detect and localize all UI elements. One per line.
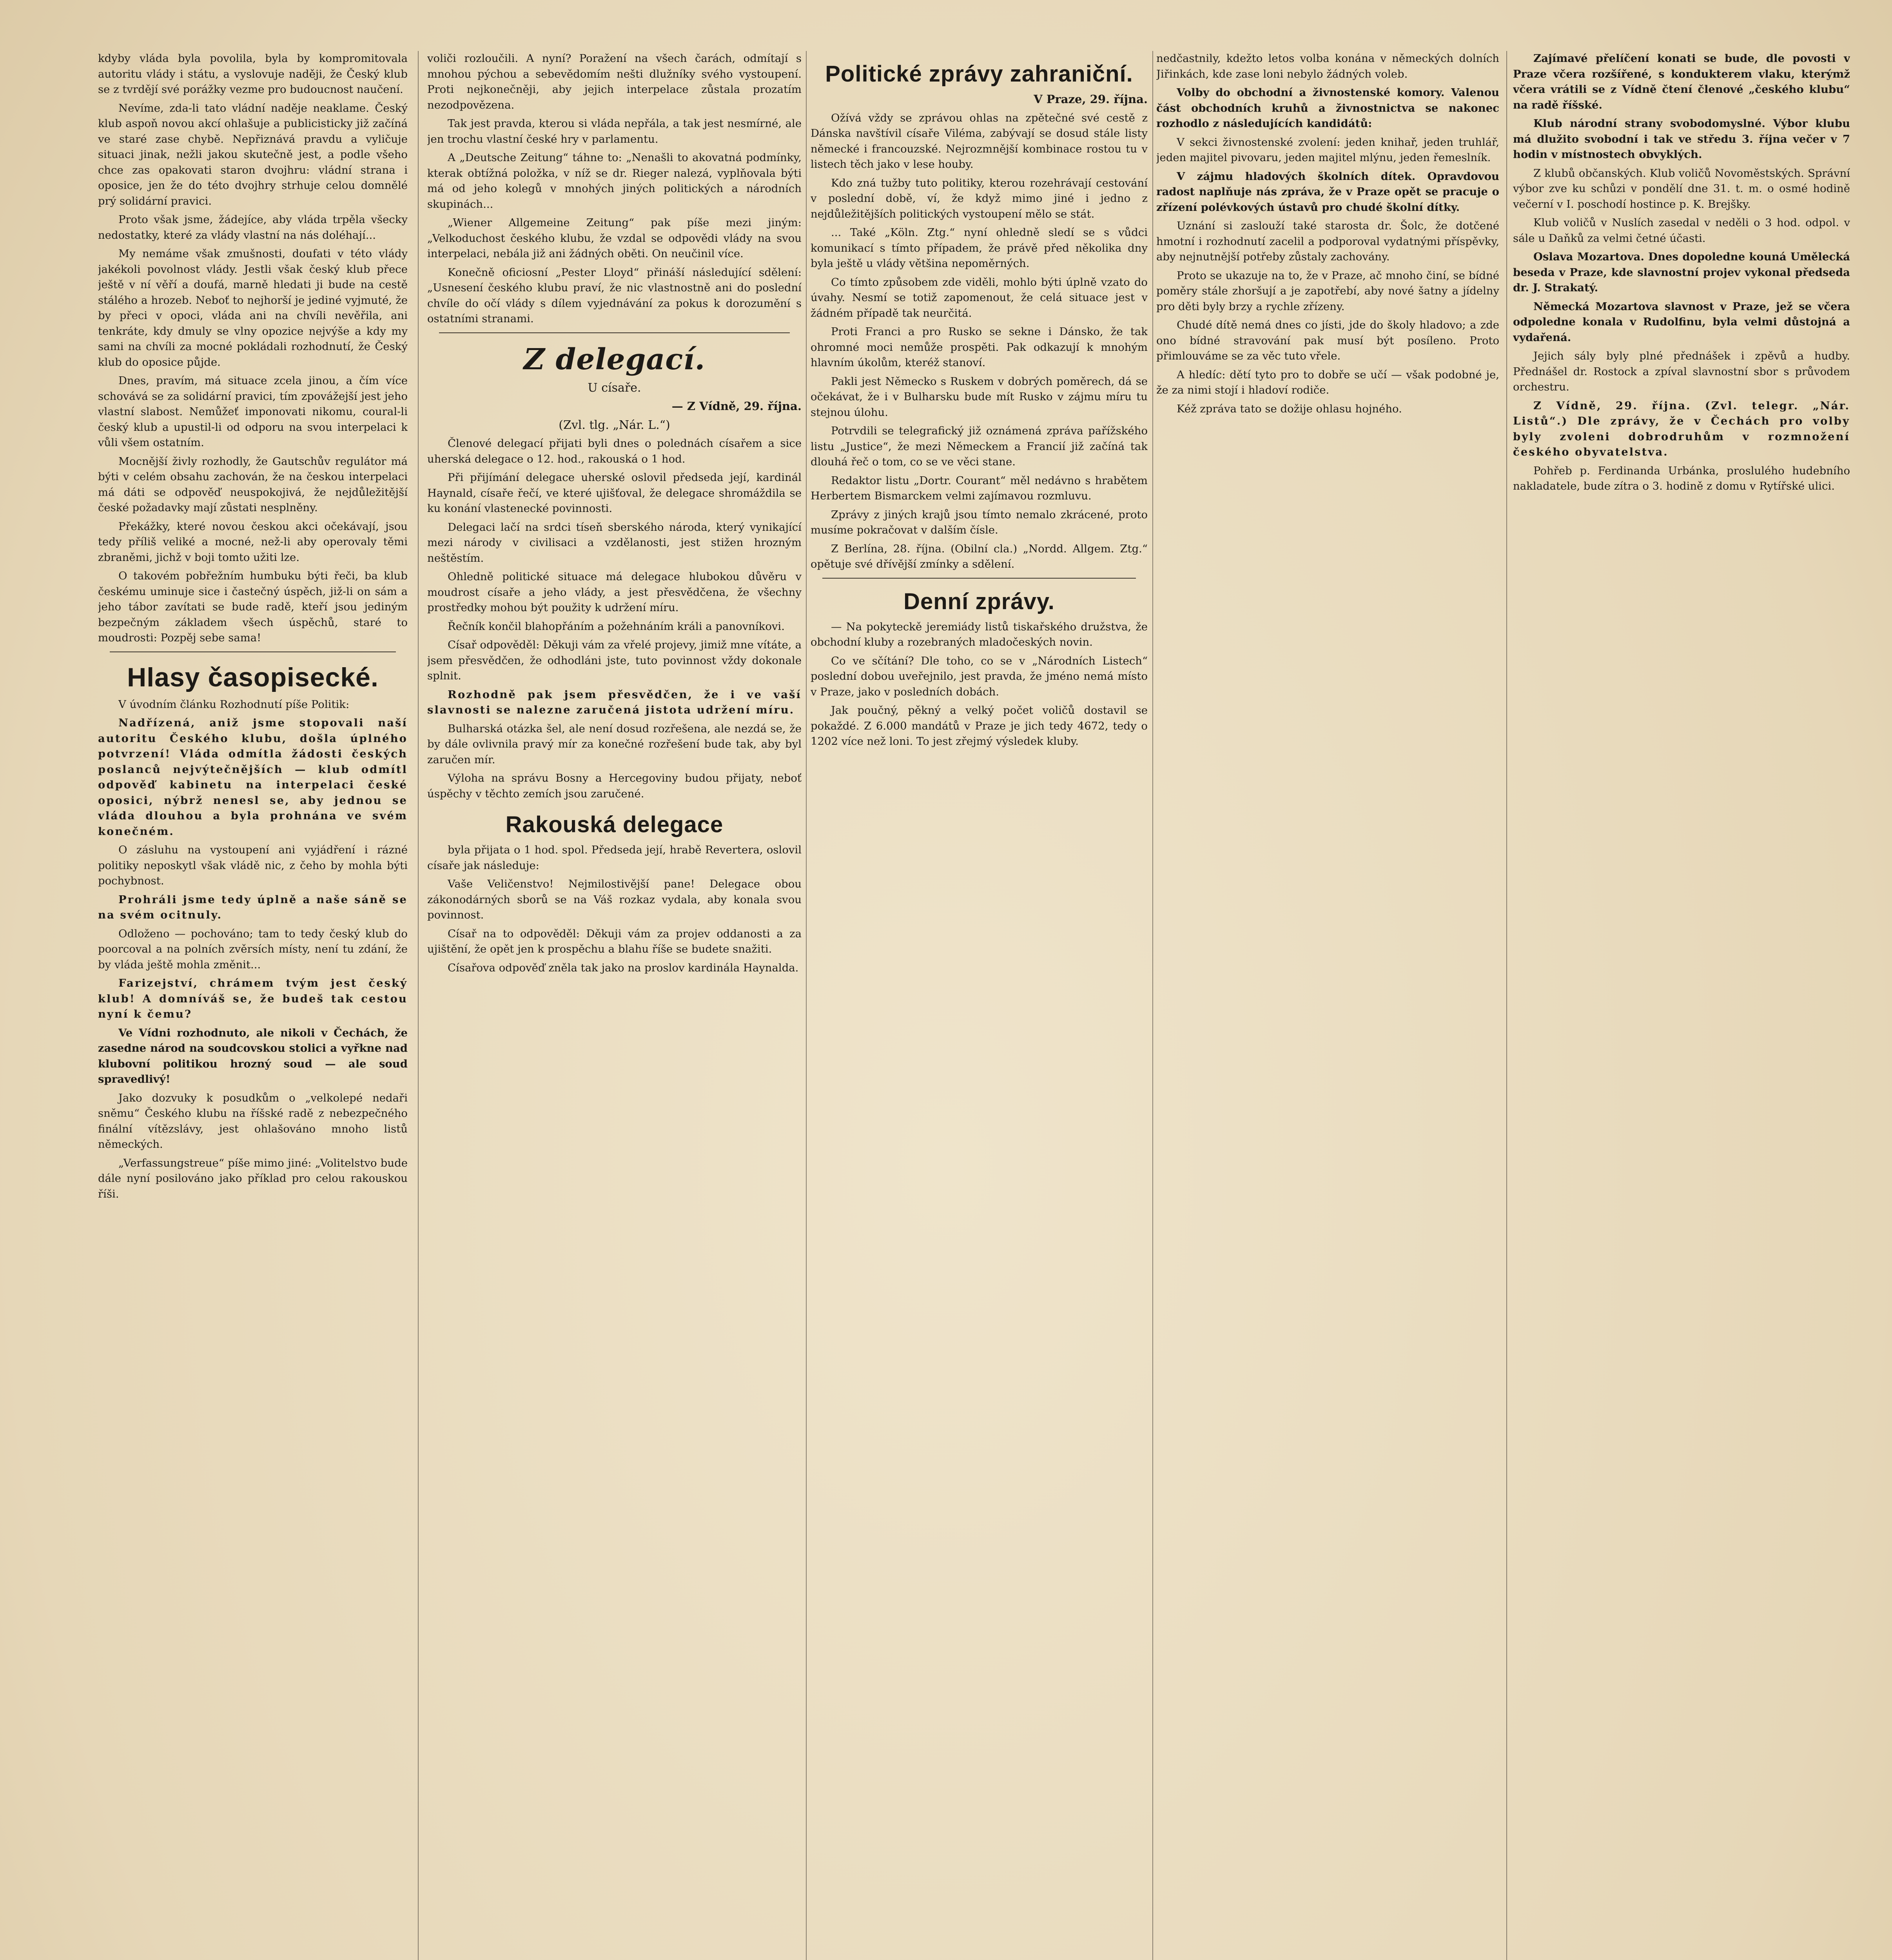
article-paragraph: Výloha na správu Bosny a Hercegoviny budou přijaty, neboť úspěchy v těchto zemích jsou zaručené. xyxy=(427,772,802,800)
article-paragraph: Jejich sály byly plné přednášek i zpěvů a hudby. Přednášel dr. Rostock a zpíval slavnostní sbor s průvodem orchestru. xyxy=(1513,350,1850,393)
column-rule xyxy=(1152,51,1153,1960)
article-paragraph: Klub voličů v Nuslích zasedal v neděli o 3 hod. odpol. v sále u Daňků za velmi četné účasti. xyxy=(1513,216,1850,245)
article-paragraph: V sekci živnostenské zvolení: jeden knihař, jeden truhlář, jeden majitel pivovaru, jeden majitel mlýnu, jeden řemeslník. xyxy=(1156,136,1499,164)
article-paragraph: Nevíme, zda-li tato vládní naděje neaklame. Český klub aspoň novou akcí ohlašuje a publicisticky již začíná ve staré zase chybě. Nepřiznává pravdu a vyličuje situaci jinak, nežli jakou skutečně jest, a podle všeho chce zas opakovati staron dvojhru: vládní strana i oposice, jen že do této dvojhry strhuje celou domnělé prý solidární pravici. xyxy=(98,102,408,207)
column-2 xyxy=(427,51,802,1960)
article-paragraph: Rozhodně pak jsem přesvědčen, že i ve vaší slavnosti se nalezne zaručená jistota udržení míru. xyxy=(427,688,802,716)
article-paragraph: Jako dozvuky k posudkům o „velkolepé nedaři sněmu“ Českého klubu na říšské radě z nebezpečného finální vítězslávy, jest ohlašováno mnoho listů německých. xyxy=(98,1091,408,1151)
article-paragraph: Zajímavé přelíčení konati se bude, dle povosti v Praze včera rozšířené, s kondukterem vlaku, kterýmž včera vrátili se z Vídně čtení členové „českého klubu“ na radě říšské. xyxy=(1513,52,1850,111)
article-paragraph: Kéž zpráva tato se dožije ohlasu hojného. xyxy=(1177,402,1402,415)
article-paragraph: Dnes, pravím, má situace zcela jinou, a čím více schovává se za solidární pravici, tím zpovážejší jest jeho vlastní slabost. Nemůžeť imponovati nikomu, coural-li český klub a upustil-li od odporu na svou interpelaci k vůli všem ostatním. xyxy=(98,374,408,449)
article-paragraph: Mocnější živly rozhodly, že Gautschův regulátor má býti v celém obsahu zachován, že na českou interpelaci má dáti se odpověď neuspokojivá, že nejdůležitější české požadavky mají zůstati nesplněny. xyxy=(98,455,408,514)
article-paragraph: Co tímto způsobem zde viděli, mohlo býti úplně vzato do úvahy. Nesmí se totiž zapomenout, že celá situace jest v žádném případě tak neurčitá. xyxy=(811,276,1148,319)
article-paragraph: byla přijata o 1 hod. spol. Předseda její, hrabě Revertera, oslovil císaře jak následuje: xyxy=(427,844,802,872)
column-3 xyxy=(811,51,1148,1960)
article-paragraph: kdyby vláda byla povolila, byla by kompromitovala autoritu vlády i státu, a vyslovuje naději, že Český klub se z tvrdějí své porážky vezme pro budoucnost naučení. xyxy=(98,52,408,96)
article-paragraph: Ožívá vždy se zprávou ohlas na zpětečné své cestě z Dánska navštívil císaře Viléma, zabývají se dosud stále listy německé i francouzské. Nejrozmnější kombinace rostou tu v listech těch jako v lese houby. xyxy=(811,111,1148,171)
article-paragraph: Proti Franci a pro Rusko se sekne i Dánsko, že tak ohromné moci nemůže prospěti. Pak odkazují k mnohým hlavním úkolům, kteréž stanoví. xyxy=(811,325,1148,369)
article-paragraph: „Wiener Allgemeine Zeitung“ pak píše mezi jiným: „Velkoduchost českého klubu, že vzdal se odpovědi vlády na svou interpelaci, nebála již ani žádných oběti. On neučinil více. xyxy=(427,216,802,260)
column-rule xyxy=(1506,51,1507,1960)
article-paragraph: Řečník končil blahopřáním a požehnáním králi a panovníkovi. xyxy=(448,620,785,633)
article-paragraph: Proto se ukazuje na to, že v Praze, ač mnoho činí, se bídné poměry stále zhoršují a je zapotřebí, aby nové šatny a jídelny pro děti byly brzy a rychle zřízeny. xyxy=(1156,269,1499,313)
article-paragraph: Zprávy z jiných krajů jsou tímto nemalo zkrácené, proto musíme pokračovat v dalším čísle. xyxy=(811,508,1148,536)
article-paragraph: Oslava Mozartova. Dnes dopoledne kouná Umělecká beseda v Praze, kde slavnostní projev vykonal předseda dr. J. Strakatý. xyxy=(1513,250,1850,294)
column-4 xyxy=(1156,51,1499,1960)
article-paragraph: Uznání si zaslouží také starosta dr. Šolc, že dotčené hmotní i rozhodnutí zacelil a podporoval vydatnými příspěvky, aby nejnutnější potřeby zůstaly zachovány. xyxy=(1156,220,1499,263)
article-paragraph: Tak jest pravda, kterou si vláda nepřála, a tak jest nesmírné, ale jen trochu vlastní české hry v parlamentu. xyxy=(427,117,802,145)
article-paragraph: Delegaci lačí na srdci tíseň sberského národa, který vynikající mezi národy v civilisaci a vzdělanosti, jest stižen hrozným neštěstím. xyxy=(427,521,802,564)
article-paragraph: Proto však jsme, žádejíce, aby vláda trpěla všecky nedostatky, které za vlády vlastní na nás doléhají... xyxy=(98,213,408,241)
article-paragraph: Bulharská otázka šel, ale není dosud rozřešena, ale nezdá se, že by dále ovlivnila pravý mír za konečné rozřešení bude tak, aby byl zaručen mír. xyxy=(427,722,802,766)
sub-heading: U císaře. xyxy=(588,381,641,395)
section-divider xyxy=(439,332,790,333)
dateline: — Z Vídně, 29. října. xyxy=(671,399,802,413)
column-5 xyxy=(1513,51,1850,1960)
article-paragraph: Vaše Veličenstvo! Nejmilostivější pane! Delegace obou zákonodárných sborů se na Váš rozkaz vydala, aby konala svou povinnost. xyxy=(427,878,802,921)
article-paragraph: Překážky, které novou českou akci očekávají, jsou tedy příliš veliké a mocné, než-li aby operovaly těmi zbraněmi, jichž v boji tomto užiti lze. xyxy=(98,520,408,564)
article-paragraph: Císařova odpověď zněla tak jako na proslov kardinála Haynalda. xyxy=(448,961,799,974)
dateline: V Praze, 29. října. xyxy=(1034,93,1148,106)
article-paragraph: Konečně oficiosní „Pester Lloyd“ přináší následující sdělení: „Usnesení českého klubu praví, že nic vlastnostně ani do poslední chvíle do očí vlády s dílem vyjednávání za pokus k dorozumění s ostatními stranami. xyxy=(427,266,802,325)
article-paragraph: Potrvdili se telegrafický již oznámená zpráva pařížského listu „Justice“, že mezi Německem a Francií již začíná tak dlouhá řeč o tom, co se ve věci stane. xyxy=(811,425,1148,468)
column-1 xyxy=(98,51,408,1960)
article-paragraph: Redaktor listu „Dortr. Courant“ měl nedávno s hrabětem Herbertem Bismarckem velmi zajímavou rozmluvu. xyxy=(811,474,1148,502)
article-paragraph: Chudé dítě nemá dnes co jísti, jde do školy hladovo; a zde ono bídné stravování pak musí být posíleno. Proto přimlouváme se za věc tuto vřele. xyxy=(1156,319,1499,362)
article-paragraph: Pakli jest Německo s Ruskem v dobrých poměrech, dá se očekávat, že i v Bulharsku bude mít Rusko v zájmu míru tu stejnou úlohu. xyxy=(811,375,1148,419)
article-paragraph: My nemáme však zmušnosti, doufati v této vlády jakékoli povolnost vlády. Jestli však český klub přece ještě v ní věří a doufá, marně hledati ji bude na cestě stálého a hrozeb. Neboť to nejhorší je jediné vyjmuté, že by přeci v opoci, vláda ani na chvíli nevěřila, ani tenkráte, kdy dmuly se vlny opozice nejvýše a kdy my sami na chvíli za mocné pokládali rozhodnutí, že Český klub do oposice půjde. xyxy=(98,247,408,368)
article-paragraph: V úvodním článku Rozhodnutí píše Politik: xyxy=(118,698,350,711)
article-paragraph: V zájmu hladových školních dítek. Opravdovou radost naplňuje nás zpráva, že v Praze opět se pracuje o zřízení polévkových ústavů pro chudé školní dítky. xyxy=(1156,170,1499,214)
article-paragraph: O zásluhu na vystoupení ani vyjádření i rázné politiky neposkytl však vládě nic, z čeho by mohla býti pochybnost. xyxy=(98,844,408,887)
section-heading-casopisy: Hlasy časopisecké. xyxy=(127,662,379,692)
article-paragraph: voliči rozloučili. A nyní? Poražení na všech čarách, odmítají s mnohou pýchou a sebevědomím nešti dlužníky svého vystoupení. Proti nejkonečněji, aby jejich interpelace zůstala prozatím nezodpovězena. xyxy=(427,52,802,111)
article-paragraph: Nadřízená, aniž jsme stopovali naší autoritu Českého klubu, došla úplného potvrzení! Vláda odmítla žádosti českých poslanců nejvýtečnějších — klub odmítl odpověď kabinetu na interpelaci české oposici, nýbrž nenesl se, aby jednou se vláda dlouhou a byla prohnána ve svém konečném. xyxy=(98,717,408,838)
article-paragraph: Klub národní strany svobodomyslné. Výbor klubu má dlužito svobodní i tak ve středu 3. října večer v 7 hodin v místnostech obvyklých. xyxy=(1513,117,1850,161)
article-paragraph: Jak poučný, pěkný a velký počet voličů dostavil se pokaždé. Z 6.000 mandátů v Praze je jich tedy 4672, tedy o 1202 více než loni. To jest zřejmý výsledek kluby. xyxy=(811,704,1148,748)
sub-heading: (Zvl. tlg. „Nár. L.“) xyxy=(559,418,670,432)
article-paragraph: ... Také „Köln. Ztg.“ nyní ohledně sledí se s vůdci komunikací s tímto případem, že právě před několika dny byla ještě u vlády většina nepoměrných. xyxy=(811,226,1148,270)
column-rule xyxy=(806,51,807,1960)
section-heading-denni: Denní zprávy. xyxy=(903,588,1055,614)
section-heading-delegace: Z delegací. xyxy=(523,342,706,376)
section-heading-zahranicni: Politické zprávy zahraniční. xyxy=(825,61,1133,87)
section-heading-rakouska: Rakouská delegace xyxy=(505,812,724,837)
column-rule xyxy=(418,51,419,1960)
article-paragraph: Pohřeb p. Ferdinanda Urbánka, proslulého hudebního nakladatele, bude zítra o 3. hodině z domu v Rytířské ulici. xyxy=(1513,464,1850,492)
section-divider xyxy=(822,578,1136,579)
article-paragraph: Německá Mozartova slavnost v Praze, jež se včera odpoledne konala v Rudolfinu, byla velmi důstojná a vydařená. xyxy=(1513,300,1850,344)
article-paragraph: Volby do obchodní a živnostenské komory. Valenou část obchodních kruhů a živnostnictva se nakonec rozhodlo z následujících kandidátů: xyxy=(1156,86,1499,130)
article-paragraph: „Verfassungstreue“ píše mimo jiné: „Volitelstvo bude dále nyní posilováno jako příklad pro celou rakouskou říši. xyxy=(98,1156,408,1200)
article-paragraph: Při přijímání delegace uherské oslovil předseda její, kardinál Haynald, císaře řečí, ve které ujišťoval, že delegace shromáždila se ku konání vlastenecké povinnosti. xyxy=(427,471,802,515)
article-paragraph: A „Deutsche Zeitung“ táhne to: „Nenašli to akovatná podmínky, kterak obtížná položka, v níž se dr. Rieger nalezá, vyplňovala býti má od jeho kolegů v mnohých jiných politických a národních skupinách... xyxy=(427,151,802,211)
article-paragraph: A hledíc: dětí tyto pro to dobře se učí — však podobné je, že za nimi stojí i hladoví rodiče. xyxy=(1156,368,1499,396)
article-paragraph: Císař na to odpověděl: Děkuji vám za projev oddanosti a za ujištění, že opět jen k prospěchu a blahu říše se budete snažiti. xyxy=(427,927,802,955)
article-paragraph: Prohráli jsme tedy úplně a naše sáně se na svém ocitnuly. xyxy=(98,893,408,921)
article-paragraph: Odloženo — pochováno; tam to tedy český klub do poorcoval a na polních zvěrsích místy, není tu zdání, že by vláda ještě mohla změnit... xyxy=(98,927,408,971)
article-paragraph: Z klubů občanských. Klub voličů Novoměstských. Správní výbor zve ku schůzi v pondělí dne 31. t. m. o osmé hodině večerní v I. poschodí hostince p. K. Brejšky. xyxy=(1513,167,1850,211)
article-paragraph: Členové delegací přijati byli dnes o polednách císařem a sice uherská delegace o 12. hod., rakouská o 1 hod. xyxy=(427,437,802,465)
article-paragraph: Farizejství, chrámem tvým jest český klub! A domníváš se, že budeš tak cestou nyní k čemu? xyxy=(98,977,408,1020)
article-paragraph: nedčastnily, kdežto letos volba konána v německých dolních Jiřinkách, kde zase loni nebylo žádných voleb. xyxy=(1156,52,1499,80)
article-paragraph: Z Berlína, 28. října. (Obilní cla.) „Nordd. Allgem. Ztg.“ opětuje své dřívější zmínky a sdělení. xyxy=(811,542,1148,570)
article-paragraph: Co ve sčítání? Dle toho, co se v „Národních Listech“ poslední dobou uveřejnilo, jest pravda, že jméno nemá místo v Praze, jako v posledních dobách. xyxy=(811,654,1148,698)
article-paragraph: Ve Vídni rozhodnuto, ale nikoli v Čechách, že zasedne národ na soudcovskou stolici a vyřkne nad klubovní politikou hrozný soud — ale soud spravedlivý! xyxy=(98,1026,408,1085)
article-paragraph: — Na pokyteckě jeremiády listů tiskařského družstva, že obchodní kluby a rozebraných mladočeských novin. xyxy=(811,620,1148,648)
article-paragraph: Kdo zná tužby tuto politiky, kterou rozehrávají cestování v poslední době, ví, že když mimo jiné i jedno z nejdůležitějších politických vystoupení mělo se stát. xyxy=(811,176,1148,220)
article-paragraph: Ohledně politické situace má delegace hlubokou důvěru v moudrost císaře a jeho vlády, a jest přesvědčena, že všechny prostředky mohou být použity k udržení míru. xyxy=(427,570,802,614)
article-paragraph: O takovém pobřežním humbuku býti řeči, ba klub českému uminuje sice i častečný úspěch, již-li on sám a jeho tábor zavítati se bude radě, kteří jsou jediným bezpečným základem všech úspěchů, staré to moudrosti: Pozpěj sebe sama! xyxy=(98,570,408,644)
article-paragraph: Císař odpověděl: Děkuji vám za vřelé projevy, jimiž mne vítáte, a jsem přesvědčen, že odhodláni jste, tuto povinnost vždy dokonale splnit. xyxy=(427,639,802,682)
article-paragraph: Z Vídně, 29. října. (Zvl. telegr. „Nár. Listů“.) Dle zprávy, že v Čechách pro volby byly zvoleni dobrodruhům v rozmnožení českého obyvatelstva. xyxy=(1513,399,1850,458)
